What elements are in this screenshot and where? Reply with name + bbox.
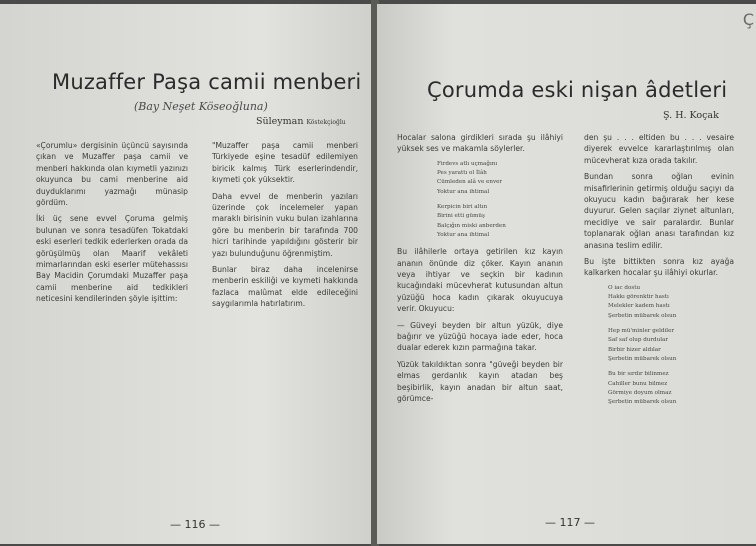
right-column-2 bbox=[584, 132, 734, 413]
verse-line: Görmiye doyum olmaz bbox=[608, 389, 672, 396]
left-column-2 bbox=[212, 140, 358, 315]
paragraph: Bu işte bittikten sonra kız ayağa kalkarken hocalar şu ilâhiyi okurlar. bbox=[584, 257, 734, 278]
verse-line: Saf saf olup durdular bbox=[608, 337, 669, 344]
verse-line: Yoktur ana ihtimal bbox=[437, 188, 490, 195]
paragraph: Daha evvel de menberin yazıları üzerinde çok incelemeler yapan maraklı birisinin vuku bulan izahlarına göre bu menberin bir tarafında 700 hicri tarihinde yapıldığını gösterir bir yazı bulunduğunu öğrenmiştim. bbox=[212, 191, 358, 258]
verse-line: Hakkı görenktir hastı bbox=[608, 294, 669, 301]
verse-line: Balçığın miski anberden bbox=[437, 222, 506, 229]
author-surname: Köstekçioğlu bbox=[306, 119, 346, 126]
verse-line: Kerpicin biri altın bbox=[437, 204, 488, 210]
verse-line: Şerbetin mübarek olsun bbox=[608, 312, 677, 319]
edge-mark: Ç bbox=[742, 10, 754, 29]
paragraph: «Çorumlu» dergisinin üçüncü sayısında çıkan ve Muzaffer paşa camii ve menberi hakkında olan kıymetli yazınızı okuyunca bu cami menberine aid duyduklarımı yazmağı münasip gördüm. bbox=[36, 141, 188, 208]
verse-line: O iac dostu bbox=[608, 284, 641, 291]
paragraph: Hocalar salona girdikleri sırada şu ilâhiyi yüksek ses ve makamla söylerler. bbox=[397, 133, 563, 154]
verse-stanza bbox=[608, 327, 734, 364]
verse-line: Şerbetin mübarek olsun bbox=[608, 355, 677, 362]
right-page bbox=[377, 4, 756, 544]
paragraph: Bundan sonra oğlan evinin misafirlerinin getirmiş olduğu saçıyı da okuyucu kadın bağırarak her kese duyurur. Gelen saçılar ziynet altunları, mecidiye ve sair paralardır. Bunlar toplanarak oğlan anası tarafından kız anasına teslim edilir. bbox=[584, 172, 734, 250]
left-article-author bbox=[256, 116, 346, 127]
paragraph: "Muzaffer paşa camii menberi Türkiyede eşine tesadüf edilemiyen biricik kalmış Türk eserlerindendir, kıymeti çok yüksektir. bbox=[212, 141, 358, 185]
verse-stanza bbox=[608, 370, 734, 407]
author-name: Süleyman bbox=[256, 116, 304, 127]
verse-block bbox=[397, 160, 563, 240]
page-number-right: — 117 — bbox=[545, 516, 595, 529]
verse-stanza bbox=[608, 284, 734, 321]
verse-line: Yoktur ana ihtimal bbox=[437, 231, 490, 238]
verse-line: Cümleden alâ ve enver bbox=[437, 179, 503, 186]
verse-stanza bbox=[437, 203, 563, 240]
verse-block bbox=[584, 284, 734, 408]
left-page bbox=[0, 4, 373, 544]
verse-line: Firdevs atlı uçmağını bbox=[437, 160, 498, 167]
paragraph: İki üç sene evvel Çoruma gelmiş bulunan ve sonra tesadüfen Tokatdaki eski eserleri tedkik ederlerken orada da görüşülmüş olan Maarif vekâleti mimarlarından eski eserler mütehassısı Bay Macidin Çorumdaki Muzaffer paşa camii menberine aid tedkikleri neticesini kendilerinden şöyle işittim: bbox=[36, 214, 188, 304]
paragraph: Bunlar biraz daha incelenirse menberin eskiliği ve kıymeti hakkında fazlaca malûmat elde edileceğini saygılarımla hatırlatırım. bbox=[212, 265, 358, 309]
verse-line: Pes yarattı ol İlâh bbox=[437, 170, 487, 177]
paragraph: Bu ilâhilerle ortaya getirilen kız kayın ananın önünde diz çöker. Kayın ananın veya ihtiyar ve seçkin bir kadının kucağındaki mücevherat kutusundan altun yüzüğü hoca kadın çıkarak okuyucuya verir. Okuyucu: bbox=[397, 247, 563, 314]
left-column-1 bbox=[36, 140, 188, 310]
paragraph: — Güveyi beyden bir altun yüzük, diye bağırır ve yüzüğü hocaya iade eder, hoca dualar ederek kızın parmağına takar. bbox=[397, 320, 563, 353]
verse-line: Birini etti gümüş bbox=[437, 213, 485, 220]
right-article-author: Ş. H. Koçak bbox=[663, 110, 719, 121]
right-article-title: Çorumda eski nişan âdetleri bbox=[427, 78, 728, 102]
verse-line: Cahiller bunu bilmez bbox=[608, 380, 668, 387]
verse-stanza bbox=[437, 160, 563, 197]
verse-line: Hep mü'minler geldiler bbox=[608, 328, 675, 335]
verse-line: Birbir hizer aldılar bbox=[608, 346, 661, 353]
page-number-left: — 116 — bbox=[170, 518, 220, 531]
paragraph: den şu . . . eltiden bu . . . vesaire diyerek evvelce kararlaştırılmış olan mücevherat kıza orada takılır. bbox=[584, 133, 734, 165]
left-article-title: Muzaffer Paşa camii menberi bbox=[52, 70, 362, 94]
left-article-dedication: (Bay Neşet Köseoğluna) bbox=[134, 100, 268, 113]
verse-line: Bu bir sırdır bilinmez bbox=[608, 371, 669, 378]
verse-line: Melekler kadem hastı bbox=[608, 303, 670, 310]
verse-line: Şerbetin mübarek olsun bbox=[608, 399, 677, 406]
right-column-1 bbox=[397, 132, 563, 409]
paragraph: Yüzük takıldıktan sonra "güveği beyden bir elmas gerdanlık kayın atadan beş beşibirlik, kayın anadan bir altun saat, görümce- bbox=[397, 359, 563, 404]
